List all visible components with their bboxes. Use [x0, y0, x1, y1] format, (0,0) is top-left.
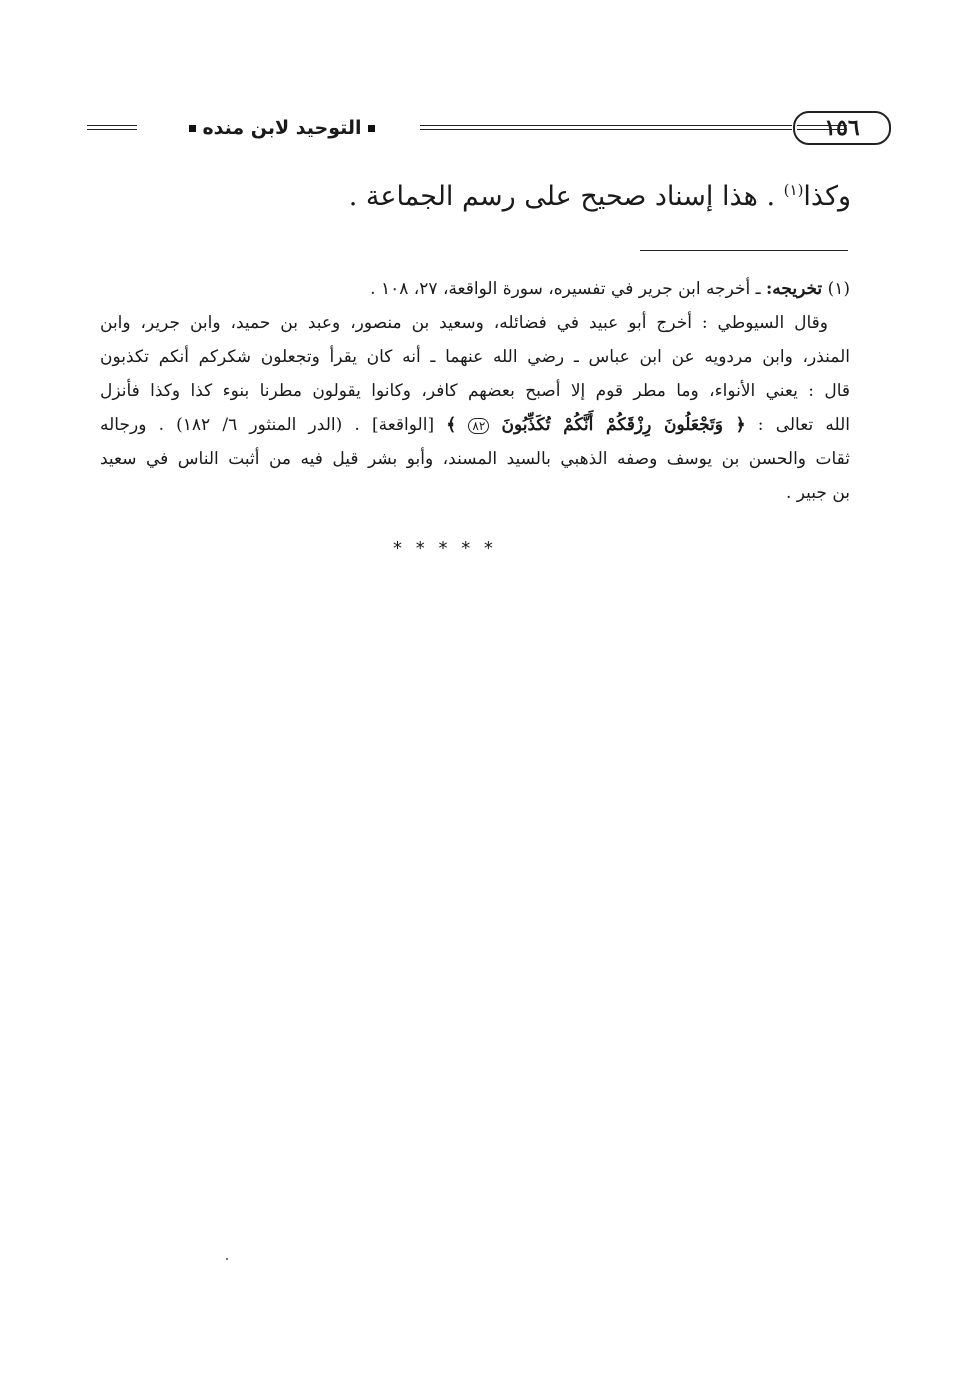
- header-rule-right: [797, 125, 847, 130]
- main-paragraph: [151, 170, 851, 217]
- footnote-label: تخريجه:: [765, 279, 823, 299]
- footnote-line-1: [100, 272, 850, 306]
- header-rule-left: [87, 125, 137, 130]
- main-text-start: وكذا: [803, 181, 851, 212]
- footnote-line-5: [100, 408, 850, 442]
- main-text-rest: . هذا إسناد صحيح على رسم الجماعة .: [348, 181, 784, 212]
- footnote: [100, 272, 850, 510]
- book-title: [147, 113, 417, 143]
- footnote-text: الله تعالى :: [745, 415, 850, 435]
- footnote-line-2: وقال السيوطي : أخرج أبو عبيد في فضائله، وسعيد بن منصور، وعبد بن حميد، وابن جرير، وابن: [100, 313, 828, 333]
- footnote-line-3: المنذر، وابن مردويه عن ابن عباس ـ رضي الله عنهما ـ أنه كان يقرأ وتجعلون شكركم أنكم تكذبون: [100, 347, 850, 367]
- running-header: [85, 108, 860, 148]
- footnote-line-7: بن جبير .: [785, 483, 850, 503]
- footnote-number: (١): [827, 279, 850, 299]
- ayah-number-mark: ٨٢: [468, 418, 489, 434]
- page-number: ١٥٦: [793, 111, 891, 145]
- quran-verse: ﴿ وَتَجْعَلُونَ رِزْقَكُمْ أَنَّكُمْ تُكَذِّبُونَ: [501, 415, 746, 435]
- book-title-text: التوحيد لابن منده: [202, 117, 362, 139]
- footnote-reference: (١): [783, 181, 804, 199]
- footnote-separator-rule: [640, 250, 848, 251]
- square-ornament-icon: [189, 125, 196, 132]
- footnote-line-6: ثقات والحسن بن يوسف وصفه الذهبي بالسيد المسند، وأبو بشر قيل فيه من أثبت الناس في سعيد: [100, 449, 850, 469]
- footnote-text: ـ أخرجه ابن جرير في تفسيره، سورة الواقعة، ٢٧، ١٠٨ .: [370, 279, 761, 299]
- section-separator: * * * * *: [393, 538, 497, 559]
- footnote-line-4: قال : يعني الأنواء، وما مطر قوم إلا أصبح بعضهم كافر، وكانوا يقولون مطرنا بنوء كذا وكذا فأنزل: [100, 381, 850, 401]
- scan-speck: [226, 1258, 228, 1260]
- footnote-text: [الواقعة] . (الدر المنثور ٦/ ١٨٢) . ورجاله: [100, 415, 447, 435]
- header-rule-middle: [420, 125, 792, 130]
- quran-close-bracket: ﴾: [446, 415, 457, 435]
- square-ornament-icon: [368, 125, 375, 132]
